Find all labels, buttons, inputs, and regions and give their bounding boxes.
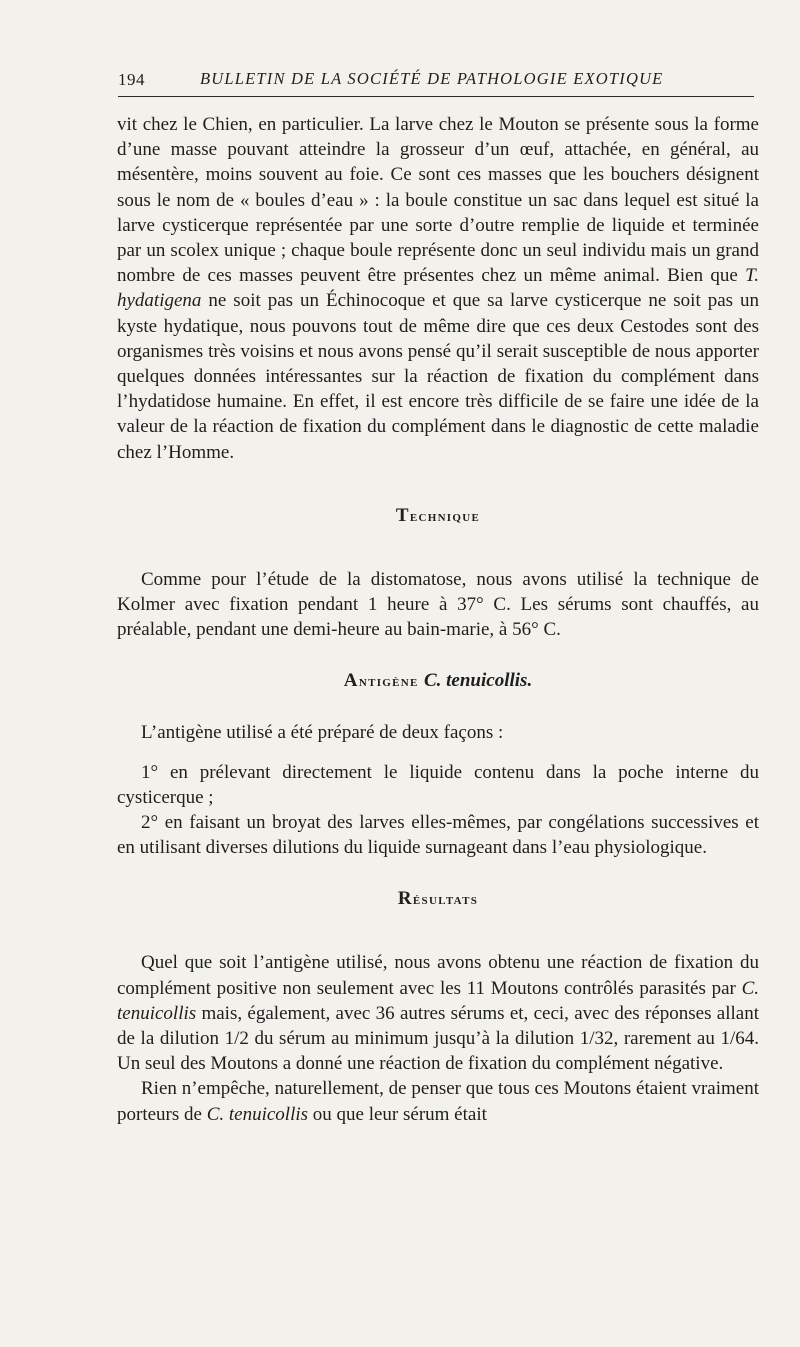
resultats-paragraph-2: [117, 1076, 759, 1126]
page-number: 194: [118, 70, 145, 89]
section-heading-resultats: [117, 886, 759, 912]
heading-rest: echnique: [409, 507, 481, 525]
heading-rest: ntigène: [358, 673, 419, 691]
heading-species: C. tenuicollis.: [423, 670, 533, 692]
heading-initial: T: [395, 504, 410, 526]
running-header: [118, 66, 754, 97]
heading-initial: A: [343, 670, 359, 692]
antigene-paragraph-2: 1° en prélevant directement le liquide contenu dans la poche interne du cysticerque ;: [117, 761, 759, 808]
heading-initial: R: [397, 888, 413, 910]
section-heading-technique: [117, 503, 759, 529]
resultats-text-a: Quel que soit l’antigène utilisé, nous avons obtenu une réaction de fixation du complément positive non seulement avec les 11 Moutons contrôlés parasités par: [117, 952, 759, 999]
intro-paragraph: [117, 112, 759, 465]
resultats-paragraph-1: [117, 950, 759, 1076]
technique-paragraph: Comme pour l’étude de la distomatose, nous avons utilisé la technique de Kolmer avec fixation pendant 1 heure à 37° C. Les sérums sont chauffés, au préalable, pendant une demi-heure au bain-marie, à 56° C.: [117, 568, 759, 641]
species-name: C. tenuicollis: [117, 977, 759, 1024]
species-name: T. hydatigena: [117, 265, 759, 312]
running-title: BULLETIN DE LA SOCIÉTÉ DE PATHOLOGIE EXOTIQUE: [200, 69, 664, 88]
heading-rest: ésultats: [412, 891, 479, 909]
intro-text-start: vit chez le Chien, en particulier. La larve chez le Mouton se présente sous la forme d’une masse pouvant atteindre la grosseur d’un œuf, attachée, en général, au mésentère, moins souvent au foie. Ce sont ces masses que les bouchers désignent sous le nom de « boules d’eau » : la boule constitue un sac dans lequel est situé la larve cysticerque représentée par une sorte d’outre remplie de liquide et terminée par un scolex unique ; chaque boule représente donc un seul individu mais un grand nombre de ces masses peuvent être présentes chez un même animal. Bien que: [117, 114, 759, 287]
article-body: [117, 112, 759, 1127]
antigene-paragraph-3: 2° en faisant un broyat des larves elles-mêmes, par congélations successives et en utilisant diverses dilutions du liquide surnageant dans l’eau physiologique.: [117, 812, 759, 859]
resultats-text-c: Rien n’empêche, naturellement, de penser que tous ces Moutons étaient vraiment porteurs de: [117, 1078, 759, 1125]
section-heading-antigene: [117, 668, 759, 694]
antigene-paragraph-1: L’antigène utilisé a été préparé de deux façons :: [141, 722, 504, 744]
resultats-text-d: ou que leur sérum était: [308, 1103, 487, 1125]
species-name: C. tenuicollis: [206, 1103, 309, 1125]
resultats-text-b: mais, également, avec 36 autres sérums et, ceci, avec des réponses allant de la dilution 1/2 du sérum au minimum jusqu’à la dilution 1/32, rarement au 1/64. Un seul des Moutons a donné une réaction de fixation du complément négative.: [117, 1002, 759, 1075]
intro-text-end: ne soit pas un Échinocoque et que sa larve cysticerque ne soit pas un kyste hydatique, nous pouvons tout de même dire que ces deux Cestodes sont des organismes très voisins et nous avons pensé qu’il serait susceptible de nous apporter quelques données intéressantes sur la réaction de fixation du complément dans l’hydatidose humaine. En effet, il est encore très difficile de se faire une idée de la valeur de la réaction de fixation du complément dans le diagnostic de cette maladie chez l’Homme.: [117, 290, 759, 463]
